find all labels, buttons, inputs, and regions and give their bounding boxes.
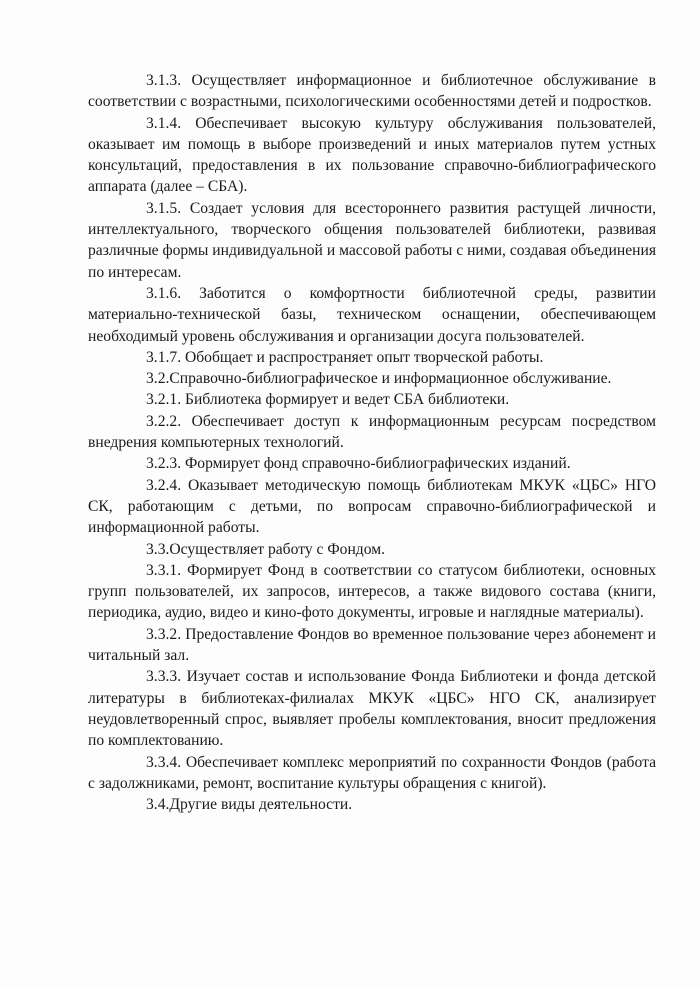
paragraph-3-1-6: 3.1.6. Заботится о комфортности библиотечной среды, развитии материально-технической базы, техническом оснащении, обеспечивающем необходимый уровень обслуживания и организации досуга пользователей. <box>88 284 656 345</box>
paragraph-3-2-3: 3.2.3. Формирует фонд справочно-библиографических изданий. <box>146 455 571 473</box>
section-heading-3-2: 3.2.Справочно-библиографическое и информационное обслуживание. <box>146 370 612 388</box>
paragraph-3-3-1: 3.3.1. Формирует Фонд в соответствии со статусом библиотеки, основных групп пользователей, их запросов, интересов, а также видового состава (книги, периодика, аудио, видео и кино-фото документы, игровые и наглядные материалы). <box>88 561 656 622</box>
paragraph-3-3-4: 3.3.4. Обеспечивает комплекс мероприятий по сохранности Фондов (работа с задолжниками, ремонт, воспитание культуры обращения с книгой). <box>88 753 656 792</box>
document-body <box>88 70 656 815</box>
paragraph-3-2-1: 3.2.1. Библиотека формирует и ведет СБА библиотеки. <box>146 391 510 409</box>
paragraph-3-1-3: 3.1.3. Осуществляет информационное и библиотечное обслуживание в соответствии с возрастными, психологическими особенностями детей и подростков. <box>88 72 656 111</box>
paragraph-3-1-5: 3.1.5. Создает условия для всестороннего развития растущей личности, интеллектуального, творческого общения пользователей библиотеки, развивая различные формы индивидуальной и массовой работы с ними, создавая объединения по интересам. <box>88 199 656 281</box>
section-heading-3-3: 3.3.Осуществляет работу с Фондом. <box>146 540 385 558</box>
section-heading-3-4: 3.4.Другие виды деятельности. <box>146 796 353 814</box>
paragraph-3-2-2: 3.2.2. Обеспечивает доступ к информационным ресурсам посредством внедрения компьютерных технологий. <box>88 412 656 452</box>
paragraph-3-3-2: 3.3.2. Предоставление Фондов во временное пользование через абонемент и читальный зал. <box>88 625 656 665</box>
paragraph-3-1-4: 3.1.4. Обеспечивает высокую культуру обслуживания пользователей, оказывает им помощь в выборе произведений и иных материалов путем устных консультаций, предоставления в их пользование справочно-библиографического аппарата (далее – СБА). <box>88 114 656 196</box>
paragraph-3-2-4: 3.2.4. Оказывает методическую помощь библиотекам МКУК «ЦБС» НГО СК, работающим с детьми, по вопросам справочно-библиографической и информационной работы. <box>88 476 656 537</box>
paragraph-3-1-7: 3.1.7. Обобщает и распространяет опыт творческой работы. <box>146 348 544 366</box>
paragraph-3-3-3: 3.3.3. Изучает состав и использование Фонда Библиотеки и фонда детской литературы в библиотеках-филиалах МКУК «ЦБС» НГО СК, анализирует неудовлетворенный спрос, выявляет пробелы комплектования, вносит предложения по комплектованию. <box>88 668 656 750</box>
